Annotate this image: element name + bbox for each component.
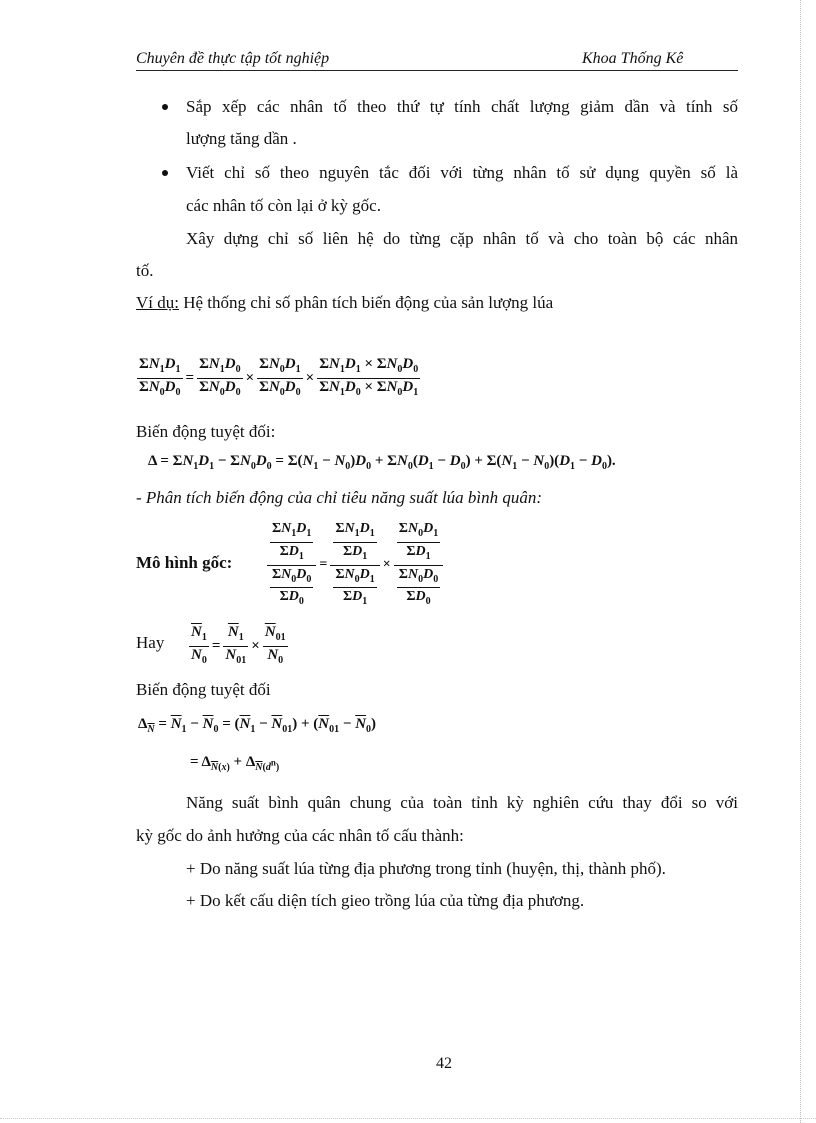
paragraph-2-line-2: kỳ gốc do ảnh hưởng của các nhân tố cấu thành: xyxy=(136,826,464,845)
abs-change-label: Biến động tuyệt đối: xyxy=(136,422,276,441)
paragraph-2-line-1: Năng suất bình quân chung của toàn tỉnh kỳ nghiên cứu thay đổi so với xyxy=(186,793,738,812)
formula-abs-change: $\Delta = \Sigma N_1D_1 - \Sigma N_0D_0 = \Sigma(N_1 - N_0)D_0 + \Sigma N_0(D_1 - D_0) + \Sigma(N_1 - N_0)(D_1 - D_0)$. xyxy=(148,453,616,472)
formula-production-index: $\frac{\Sigma N_1D_1}{\Sigma N_0D_0}$ = $\frac{\Sigma N_1D_0}{\Sigma N_0D_0}$ × $\frac{\Sigma N_0D_1}{\Sigma N_0D_0}$ × $\frac{\Sigma N_1D_1 \times \Sigma N_0D_0}{\Sigma N_1D_0 \times \Sigma N_0D_1}$ xyxy=(139,356,419,398)
base-model-label: Mô hình gốc: xyxy=(136,553,233,572)
formula-avg-abs-change-decomposed: = $\Delta_{\overline{N}(x)} + \Delta_{\overline{N}(d^n)}$ xyxy=(190,754,280,773)
example-label: Ví dụ: xyxy=(136,293,179,312)
bullet-1-line-2: lượng tăng dần . xyxy=(186,129,297,148)
bullet-dot xyxy=(162,170,168,176)
abs-change-label-2: Biến động tuyệt đối xyxy=(136,680,271,699)
example-text: Hệ thống chỉ số phân tích biến động của sản lượng lúa xyxy=(178,293,554,312)
avg-productivity-heading: - Phân tích biến động của chỉ tiêu năng suất lúa bình quân: xyxy=(136,488,543,507)
formula-hay: $\frac{\overline{N}_1}{\overline{N}_0}$ = $\frac{\overline{N}_1}{\overline{N}_{01}}$ × $\frac{\overline{N}_{01}}{\overline{N}_0}$ xyxy=(191,624,286,666)
bullet-2-line-1: Viết chỉ số theo nguyên tắc đối với từng nhân tố sử dụng quyền số là xyxy=(186,163,738,182)
paragraph-1-line-2: tố. xyxy=(136,261,154,280)
page-edge-right xyxy=(800,0,801,1123)
header-right: Khoa Thống Kê xyxy=(582,50,684,67)
hay-label: Hay xyxy=(136,633,165,652)
page-header xyxy=(136,48,738,71)
bullet-1-line-1: Sắp xếp các nhân tố theo thứ tự tính chất lượng giảm dần và tính số xyxy=(186,97,738,116)
formula-avg-abs-change: $\Delta_{\overline{N}} = \overline{N}_1 - \overline{N}_0 = (\overline{N}_1 - \overline{N}_{01}) + (\overline{N}_{01} - \overline{N}_0)$ xyxy=(138,716,377,735)
page-number: 42 xyxy=(436,1055,452,1072)
cause-2: + Do kết cấu diện tích gieo trồng lúa của từng địa phương. xyxy=(186,891,585,910)
paragraph-1-line-1: Xây dựng chỉ số liên hệ do từng cặp nhân tố và cho toàn bộ các nhân xyxy=(186,229,738,248)
example-line xyxy=(136,292,553,314)
formula-base-model: $\frac{\frac{\Sigma N_1D_1}{\Sigma D_1}}{\frac{\Sigma N_0D_0}{\Sigma D_0}}$ = $\frac{\frac{\Sigma N_1D_1}{\Sigma D_1}}{\frac{\Sigma N_0D_1}{\Sigma D_1}}$ × $\frac{\frac{\Sigma N_0D_1}{\Sigma D_1}}{\frac{\Sigma N_0D_0}{\Sigma D_0}}$ xyxy=(266,520,444,610)
bullet-2-line-2: các nhân tố còn lại ở kỳ gốc. xyxy=(186,196,381,215)
bullet-dot xyxy=(162,104,168,110)
cause-1: + Do năng suất lúa từng địa phương trong tỉnh (huyện, thị, thành phố). xyxy=(186,859,666,878)
page-edge-bottom xyxy=(0,1118,816,1119)
header-left: Chuyên đề thực tập tốt nghiệp xyxy=(136,50,330,67)
